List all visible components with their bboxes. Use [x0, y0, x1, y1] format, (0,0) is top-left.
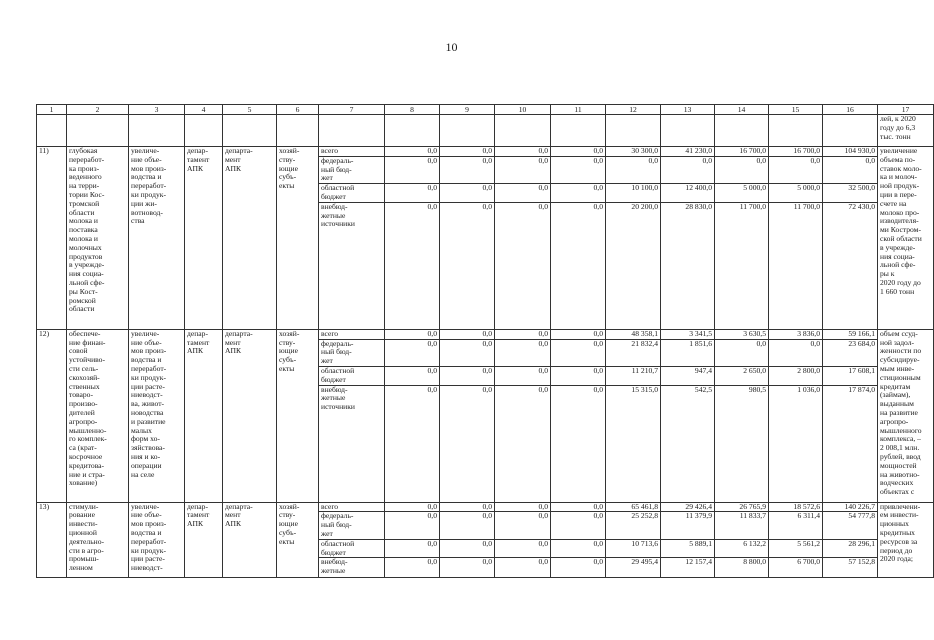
amount-cell: 11 700,0	[769, 202, 823, 329]
table-row	[37, 329, 934, 339]
amount-cell: 25 252,8	[606, 512, 661, 539]
amount-cell: 0,0	[495, 184, 551, 203]
column-number: 15	[769, 105, 823, 115]
amount-cell: 0,0	[551, 366, 606, 385]
measure-aim: увеличе- ние объе- мов произ- водства и переработ- ки продук- ции расте- ниеводст- ва, живот- новодства и развитие малых форм хо- зяйствова- ния и ко- операции на селе	[129, 329, 185, 502]
amount-cell: 0,0	[440, 329, 495, 339]
amount-cell: 28 296,1	[823, 539, 878, 558]
column-number: 16	[823, 105, 878, 115]
amount-cell: 15 315,0	[606, 385, 661, 502]
coordinator: депар- тамент АПК	[185, 329, 223, 502]
funding-source: всего	[319, 502, 385, 512]
column-number-row	[37, 105, 934, 115]
amount-cell: 23 684,0	[823, 339, 878, 366]
responsible: департа- мент АПК	[223, 329, 277, 502]
executor: хозяй- ству- ющие субъ- екты	[277, 502, 319, 578]
amount-cell: 0,0	[551, 512, 606, 539]
amount-cell: 10 100,0	[606, 184, 661, 203]
amount-cell: 0,0	[385, 539, 440, 558]
amount-cell: 57 152,8	[823, 558, 878, 578]
amount-cell: 0,0	[495, 339, 551, 366]
column-number: 1	[37, 105, 67, 115]
amount-cell: 0,0	[385, 385, 440, 502]
amount-cell: 0,0	[551, 539, 606, 558]
amount-cell: 0,0	[495, 539, 551, 558]
amount-cell: 0,0	[495, 512, 551, 539]
continuation-note: лей, к 2020 году до 6,3 тыс. тонн	[878, 115, 934, 147]
empty-cell	[37, 115, 67, 147]
amount-cell: 0,0	[440, 202, 495, 329]
column-number: 4	[185, 105, 223, 115]
measure-name: обеспече- ние финан- совой устойчиво- сти сель- скохозяй- ственных товаро- произво- дителей агропро- мышленно- го комплек- са (крат- косрочное кредитова- ние и стра- хование)	[67, 329, 129, 502]
executor: хозяй- ству- ющие субъ- екты	[277, 147, 319, 330]
amount-cell: 0,0	[385, 339, 440, 366]
amount-cell: 0,0	[551, 329, 606, 339]
table-body	[37, 105, 934, 578]
amount-cell: 12 400,0	[661, 184, 715, 203]
amount-cell: 980,5	[715, 385, 769, 502]
amount-cell: 3 630,5	[715, 329, 769, 339]
amount-cell: 29 426,4	[661, 502, 715, 512]
funding-source: федераль- ный бюд- жет	[319, 156, 385, 183]
empty-cell	[185, 115, 223, 147]
amount-cell: 32 500,0	[823, 184, 878, 203]
amount-cell: 5 561,2	[769, 539, 823, 558]
funding-source: областной бюджет	[319, 184, 385, 203]
amount-cell: 17 608,1	[823, 366, 878, 385]
amount-cell: 0,0	[551, 558, 606, 578]
amount-cell: 0,0	[551, 147, 606, 157]
amount-cell: 0,0	[440, 184, 495, 203]
item-number: 13)	[37, 502, 67, 578]
amount-cell: 0,0	[440, 147, 495, 157]
empty-cell	[715, 115, 769, 147]
amount-cell: 1 036,0	[769, 385, 823, 502]
item-number: 12)	[37, 329, 67, 502]
amount-cell: 20 200,0	[606, 202, 661, 329]
funding-source: всего	[319, 329, 385, 339]
amount-cell: 0,0	[385, 329, 440, 339]
amount-cell: 0,0	[551, 339, 606, 366]
amount-cell: 0,0	[440, 339, 495, 366]
amount-cell: 0,0	[551, 502, 606, 512]
empty-cell	[769, 115, 823, 147]
amount-cell: 0,0	[606, 156, 661, 183]
amount-cell: 0,0	[823, 156, 878, 183]
amount-cell: 2 650,0	[715, 366, 769, 385]
amount-cell: 0,0	[495, 385, 551, 502]
amount-cell: 65 461,8	[606, 502, 661, 512]
amount-cell: 0,0	[440, 558, 495, 578]
column-number: 7	[319, 105, 385, 115]
empty-cell	[277, 115, 319, 147]
amount-cell: 11 700,0	[715, 202, 769, 329]
empty-cell	[319, 115, 385, 147]
funding-source: областной бюджет	[319, 366, 385, 385]
page-number: 10	[445, 40, 458, 54]
amount-cell: 0,0	[715, 339, 769, 366]
amount-cell: 0,0	[385, 147, 440, 157]
coordinator: депар- тамент АПК	[185, 502, 223, 578]
funding-source: всего	[319, 147, 385, 157]
amount-cell: 0,0	[495, 147, 551, 157]
empty-cell	[129, 115, 185, 147]
amount-cell: 21 832,4	[606, 339, 661, 366]
amount-cell: 0,0	[495, 558, 551, 578]
empty-cell	[823, 115, 878, 147]
amount-cell: 0,0	[385, 184, 440, 203]
amount-cell: 0,0	[495, 202, 551, 329]
amount-cell: 8 800,0	[715, 558, 769, 578]
coordinator: депар- тамент АПК	[185, 147, 223, 330]
amount-cell: 0,0	[440, 502, 495, 512]
amount-cell: 59 166,1	[823, 329, 878, 339]
column-number: 5	[223, 105, 277, 115]
amount-cell: 0,0	[385, 558, 440, 578]
amount-cell: 10 713,6	[606, 539, 661, 558]
expected-result: привлечени- ем инвести- ционных кредитных ресурсов за период до 2020 года;	[878, 502, 934, 578]
amount-cell: 16 700,0	[769, 147, 823, 157]
amount-cell: 0,0	[495, 329, 551, 339]
amount-cell: 0,0	[769, 156, 823, 183]
amount-cell: 5 000,0	[769, 184, 823, 203]
amount-cell: 0,0	[440, 539, 495, 558]
expected-result: объем ссуд- ной задол- женности по субсидируе- мым инве- стиционным кредитам (займам), выданным на развитие агропро- мышленного комплекса, – 2 008,1 млн. рублей, ввод мощностей на животно- водческих объектах с	[878, 329, 934, 502]
amount-cell: 1 851,6	[661, 339, 715, 366]
column-number: 14	[715, 105, 769, 115]
amount-cell: 0,0	[385, 156, 440, 183]
funding-source: областной бюджет	[319, 539, 385, 558]
table-row	[37, 147, 934, 157]
column-number: 2	[67, 105, 129, 115]
executor: хозяй- ству- ющие субъ- екты	[277, 329, 319, 502]
empty-cell	[385, 115, 440, 147]
funding-source: внебюд- жетные	[319, 558, 385, 578]
empty-cell	[440, 115, 495, 147]
amount-cell: 41 230,0	[661, 147, 715, 157]
amount-cell: 12 157,4	[661, 558, 715, 578]
amount-cell: 542,5	[661, 385, 715, 502]
empty-cell	[606, 115, 661, 147]
amount-cell: 2 800,0	[769, 366, 823, 385]
amount-cell: 11 210,7	[606, 366, 661, 385]
empty-cell	[495, 115, 551, 147]
amount-cell: 0,0	[440, 512, 495, 539]
column-number: 13	[661, 105, 715, 115]
amount-cell: 0,0	[385, 366, 440, 385]
item-number: 11)	[37, 147, 67, 330]
amount-cell: 26 765,9	[715, 502, 769, 512]
amount-cell: 0,0	[495, 502, 551, 512]
responsible: департа- мент АПК	[223, 502, 277, 578]
column-number: 9	[440, 105, 495, 115]
measure-aim: увеличе- ние объе- мов произ- водства и переработ- ки продук- ции жи- вотновод- ства	[129, 147, 185, 330]
amount-cell: 28 830,0	[661, 202, 715, 329]
measure-name: глубокая переработ- ка произ- веденного на терри- тории Кос- тромской области молока и поставка молока и молочных продуктов в учрежде- ния социа- льной сфе- ры Кост- ромской области	[67, 147, 129, 330]
amount-cell: 140 226,7	[823, 502, 878, 512]
empty-cell	[223, 115, 277, 147]
amount-cell: 0,0	[661, 156, 715, 183]
measure-name: стимули- рование инвести- ционной деятельно- сти в агро- промыш- ленном	[67, 502, 129, 578]
funding-source: внебюд- жетные источники	[319, 202, 385, 329]
empty-cell	[67, 115, 129, 147]
continuation-row	[37, 115, 934, 147]
amount-cell: 54 777,8	[823, 512, 878, 539]
amount-cell: 30 300,0	[606, 147, 661, 157]
measure-aim: увеличе- ние объе- мов произ- водства и переработ- ки продук- ции расте- ниеводст-	[129, 502, 185, 578]
amount-cell: 0,0	[551, 385, 606, 502]
expected-result: увеличение объема по- ставок моло- ка и молоч- ной продук- ции в пере- счете на молоко про- изводителя- ми Костром- ской области в учрежде- ния социа- льной сфе- ры к 2020 году до 1 660 тонн	[878, 147, 934, 330]
amount-cell: 16 700,0	[715, 147, 769, 157]
column-number: 10	[495, 105, 551, 115]
column-number: 12	[606, 105, 661, 115]
column-number: 8	[385, 105, 440, 115]
empty-cell	[661, 115, 715, 147]
amount-cell: 947,4	[661, 366, 715, 385]
amount-cell: 0,0	[769, 339, 823, 366]
amount-cell: 6 700,0	[769, 558, 823, 578]
funding-source: федераль- ный бюд- жет	[319, 512, 385, 539]
amount-cell: 0,0	[440, 156, 495, 183]
amount-cell: 0,0	[385, 202, 440, 329]
amount-cell: 6 311,4	[769, 512, 823, 539]
funding-source: федераль- ный бюд- жет	[319, 339, 385, 366]
column-number: 3	[129, 105, 185, 115]
amount-cell: 17 874,0	[823, 385, 878, 502]
amount-cell: 0,0	[385, 512, 440, 539]
amount-cell: 48 358,1	[606, 329, 661, 339]
amount-cell: 0,0	[440, 366, 495, 385]
amount-cell: 5 889,1	[661, 539, 715, 558]
amount-cell: 5 000,0	[715, 184, 769, 203]
column-number: 11	[551, 105, 606, 115]
amount-cell: 0,0	[385, 502, 440, 512]
amount-cell: 6 132,2	[715, 539, 769, 558]
amount-cell: 29 495,4	[606, 558, 661, 578]
amount-cell: 0,0	[715, 156, 769, 183]
amount-cell: 3 341,5	[661, 329, 715, 339]
empty-cell	[551, 115, 606, 147]
amount-cell: 3 836,0	[769, 329, 823, 339]
amount-cell: 104 930,0	[823, 147, 878, 157]
amount-cell: 0,0	[495, 156, 551, 183]
amount-cell: 11 379,9	[661, 512, 715, 539]
column-number: 17	[878, 105, 934, 115]
amount-cell: 72 430,0	[823, 202, 878, 329]
amount-cell: 0,0	[440, 385, 495, 502]
column-number: 6	[277, 105, 319, 115]
amount-cell: 0,0	[551, 184, 606, 203]
budget-table	[36, 104, 934, 578]
amount-cell: 11 833,7	[715, 512, 769, 539]
amount-cell: 18 572,6	[769, 502, 823, 512]
funding-source: внебюд- жетные источники	[319, 385, 385, 502]
amount-cell: 0,0	[551, 156, 606, 183]
responsible: департа- мент АПК	[223, 147, 277, 330]
amount-cell: 0,0	[495, 366, 551, 385]
amount-cell: 0,0	[551, 202, 606, 329]
